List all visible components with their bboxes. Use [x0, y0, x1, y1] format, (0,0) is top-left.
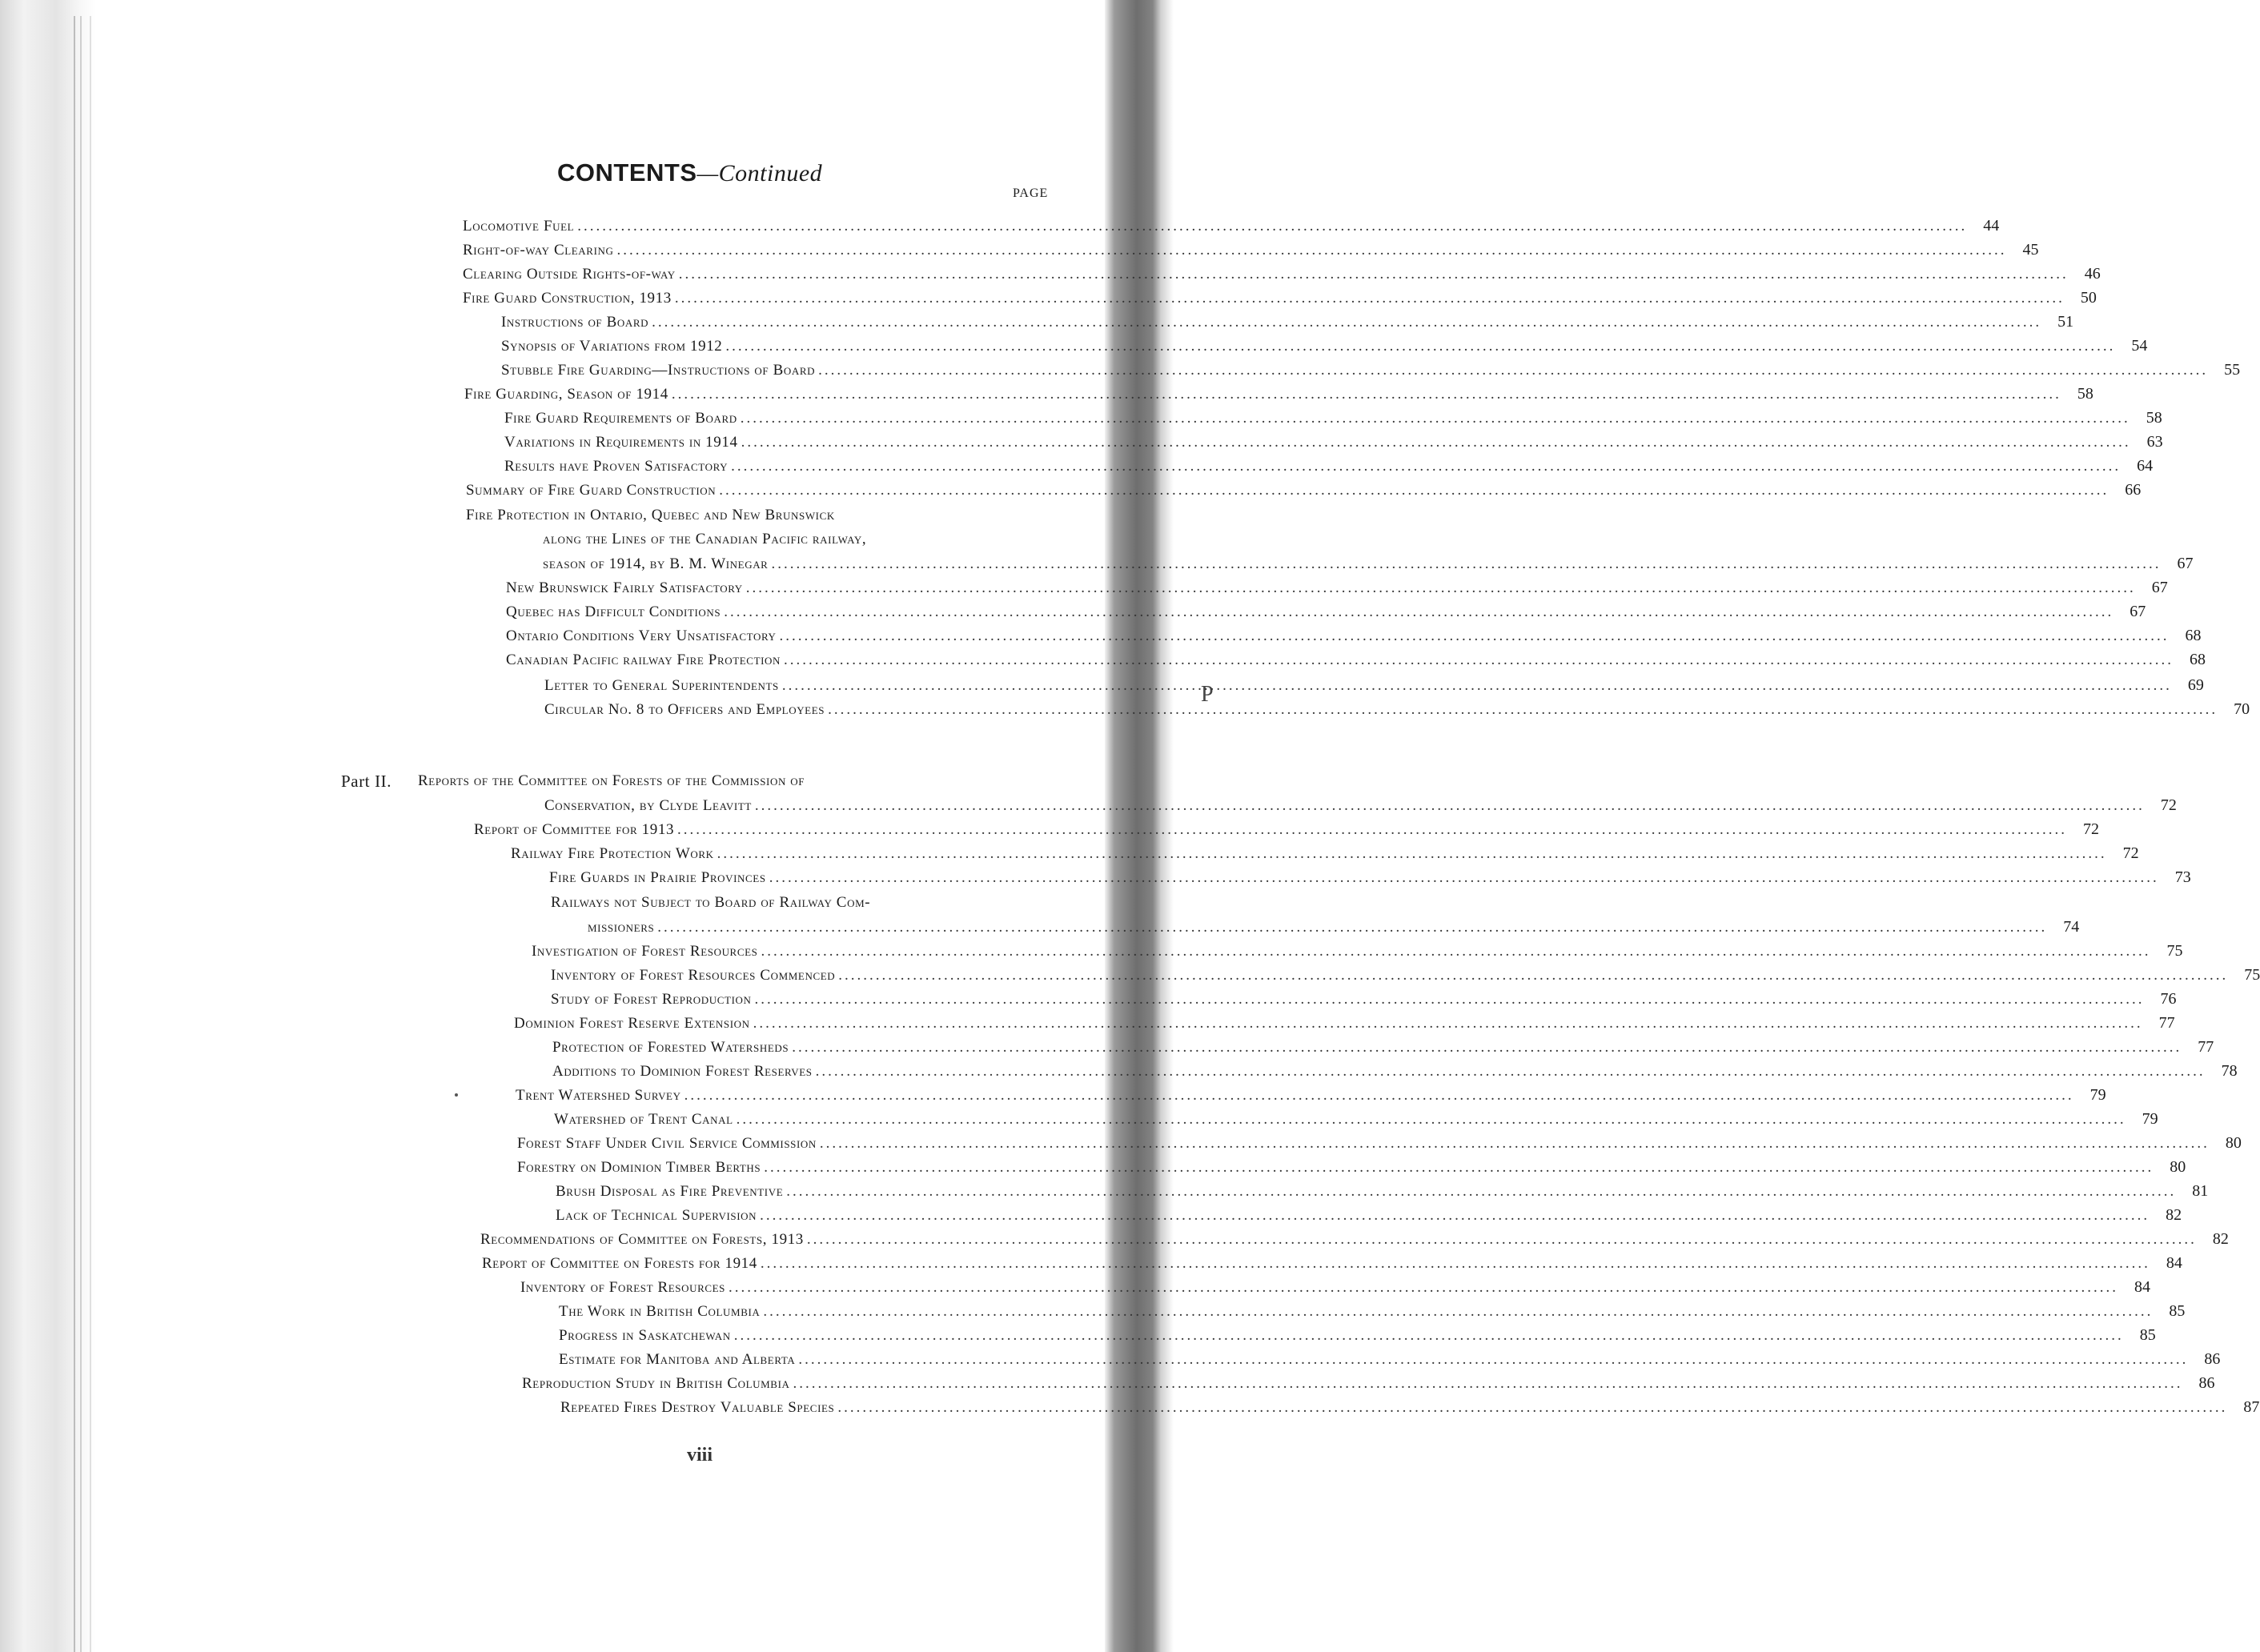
toc-leader	[724, 601, 2113, 624]
toc-entry	[514, 1012, 2175, 1035]
toc-leader	[769, 867, 2159, 889]
next-page-fragment: P	[1201, 682, 1214, 707]
toc-entry-page: 72	[2122, 844, 2139, 862]
toc-entry-page: 55	[2224, 361, 2241, 379]
toc-entry-page: 64	[2137, 457, 2154, 475]
toc-entry	[463, 239, 2039, 262]
toc-entry-page: 81	[2192, 1182, 2209, 1200]
toc-leader	[771, 553, 2161, 575]
toc-entry-title: Canadian Pacific railway Fire Protection	[506, 652, 781, 668]
toc-entry	[506, 648, 2206, 672]
toc-entry-page: 45	[2022, 241, 2039, 259]
page-number: viii	[687, 1445, 713, 1466]
toc-leader	[725, 335, 2115, 358]
toc-entry-title: Dominion Forest Reserve Extension	[514, 1015, 750, 1032]
toc-entry-page: 73	[2174, 868, 2191, 886]
toc-entry-line: Reports of the Committee on Forests of the Commission of	[418, 772, 805, 789]
toc-entry-title: Railway Fire Protection Work	[511, 845, 714, 862]
page-column-label: PAGE	[1013, 186, 1049, 200]
toc-leader	[818, 359, 2208, 382]
toc-entry-page: 80	[2225, 1134, 2242, 1152]
toc-entry	[552, 1036, 2214, 1059]
toc-entry	[506, 600, 2146, 624]
toc-entry	[556, 1204, 2182, 1227]
toc-entry-page: 68	[2185, 627, 2202, 644]
toc-leader	[780, 625, 2170, 648]
toc-entry-title: Inventory of Forest Resources Commenced	[551, 967, 836, 984]
toc-entry-page: 58	[2146, 409, 2162, 427]
toc-entry-page: 80	[2170, 1158, 2186, 1176]
heading-continued: —Continued	[696, 160, 823, 186]
toc-entry-title: Forestry on Dominion Timber Berths	[517, 1159, 761, 1176]
toc-entry	[463, 287, 2097, 310]
toc-entry-page: 78	[2221, 1062, 2238, 1080]
toc-entry	[554, 1108, 2158, 1131]
toc-entry-title: Report of Committee on Forests for 1914	[482, 1255, 757, 1272]
page-edge-line	[80, 16, 82, 1652]
toc-leader	[684, 1085, 2074, 1107]
toc-entry	[504, 455, 2154, 478]
toc-entry-line: along the Lines of the Canadian Pacific railway,	[543, 531, 867, 547]
toc-entry	[504, 431, 2163, 454]
toc-entry	[544, 674, 2204, 697]
toc-entry-page: 84	[2166, 1254, 2182, 1272]
toc-entry-page: 54	[2131, 337, 2148, 355]
toc-entry-title: Variations in Requirements in 1914	[504, 434, 738, 451]
toc-leader	[816, 1061, 2206, 1083]
toc-entry-page: 86	[2204, 1350, 2221, 1368]
toc-entry-title: Lack of Technical Supervision	[556, 1207, 757, 1224]
toc-entry-page: 70	[2234, 700, 2250, 718]
toc-entry-page: 50	[2080, 289, 2097, 307]
toc-entry-title: Recommendations of Committee on Forests, 1913	[480, 1231, 804, 1248]
toc-entry-page: 75	[2244, 966, 2260, 984]
toc-entry	[556, 1180, 2209, 1203]
toc-entry	[551, 964, 2260, 987]
toc-entry-title: Instructions of Board	[501, 314, 649, 331]
toc-entry-title: New Brunswick Fairly Satisfactory	[506, 579, 743, 596]
toc-entry	[532, 940, 2183, 963]
toc-entry-title: Quebec has Difficult Conditions	[506, 603, 721, 620]
toc-entry-title: Clearing Outside Rights-of-way	[463, 266, 676, 283]
toc-entry	[544, 794, 2177, 817]
toc-entry-title: Synopsis of Variations from 1912	[501, 338, 723, 355]
toc-leader	[734, 1325, 2124, 1347]
toc-entry-page: 67	[2151, 579, 2168, 596]
toc-entry-title: Brush Disposal as Fire Preventive	[556, 1183, 784, 1200]
toc-entry-page: 82	[2166, 1206, 2182, 1224]
toc-leader	[577, 215, 1967, 238]
toc-leader	[677, 819, 2067, 841]
toc-entry	[520, 1276, 2151, 1299]
toc-leader	[792, 1037, 2182, 1059]
toc-leader	[731, 455, 2121, 478]
toc-entry-page: 72	[2160, 796, 2177, 814]
toc-leader	[784, 649, 2174, 672]
toc-entry-page: 67	[2130, 603, 2146, 620]
toc-leader	[761, 940, 2150, 963]
toc-entry-title: Inventory of Forest Resources	[520, 1279, 726, 1296]
toc-leader	[679, 263, 2069, 286]
toc-entry-title: Conservation, by Clyde Leavitt	[544, 797, 752, 814]
toc-entry	[501, 311, 2074, 334]
toc-entry-page: 86	[2198, 1374, 2215, 1392]
toc-entry-page: 76	[2160, 990, 2177, 1008]
toc-entry	[516, 1084, 2106, 1107]
toc-entry-page: 85	[2139, 1326, 2156, 1344]
toc-entry-title: Fire Guard Requirements of Board	[504, 410, 737, 427]
toc-entry-title: Stubble Fire Guarding—Instructions of Board	[501, 362, 816, 379]
toc-leader	[754, 988, 2144, 1011]
toc-entry	[501, 359, 2241, 382]
heading-title: CONTENTS	[557, 158, 697, 186]
toc-entry-title: The Work in British Columbia	[559, 1303, 761, 1320]
stray-mark	[455, 1093, 458, 1097]
toc-entry-page: 79	[2089, 1086, 2106, 1104]
toc-entry	[464, 383, 2093, 406]
toc-entry	[506, 624, 2202, 648]
toc-entry-page: 72	[2083, 820, 2100, 838]
toc-leader	[761, 1253, 2150, 1275]
toc-entry	[522, 1372, 2215, 1395]
toc-entry	[517, 1156, 2186, 1179]
toc-entry-page: 84	[2134, 1278, 2151, 1296]
toc-entry	[482, 1252, 2182, 1275]
toc-entry	[560, 1396, 2260, 1419]
toc-leader	[737, 1109, 2126, 1131]
toc-entry	[559, 1324, 2156, 1347]
page-edge-line	[74, 16, 75, 1652]
toc-entry	[511, 842, 2139, 865]
toc-leader	[793, 1373, 2182, 1395]
toc-entry	[552, 1060, 2238, 1083]
toc-leader	[755, 795, 2145, 817]
toc-entry	[551, 988, 2177, 1011]
toc-entry-title: Watershed of Trent Canal	[554, 1111, 733, 1128]
toc-entry-page: 74	[2063, 918, 2080, 936]
toc-entry	[517, 1132, 2242, 1155]
toc-leader	[657, 916, 2047, 939]
part-label: Part II.	[341, 772, 392, 791]
toc-entry	[588, 916, 2080, 939]
toc-entry-title: Repeated Fires Destroy Valuable Species	[560, 1399, 835, 1416]
toc-leader	[753, 1012, 2143, 1035]
toc-entry-title: Investigation of Forest Resources	[532, 943, 758, 960]
toc-leader	[838, 964, 2228, 987]
toc-leader	[798, 1349, 2188, 1371]
toc-entry-page: 67	[2177, 555, 2194, 572]
toc-entry-title: Fire Guards in Prairie Provinces	[549, 869, 766, 886]
toc-entry-title: Estimate for Manitoba and Alberta	[559, 1351, 796, 1368]
toc-entry	[559, 1348, 2221, 1371]
page-edge-line	[90, 16, 91, 1652]
toc-entry-title: Fire Guard Construction, 1913	[463, 290, 672, 307]
toc-entry-page: 87	[2243, 1398, 2260, 1416]
toc-entry	[474, 818, 2100, 841]
toc-entry-page: 51	[2057, 313, 2074, 331]
toc-entry-title: Ontario Conditions Very Unsatisfactory	[506, 628, 777, 644]
toc-entry	[549, 866, 2191, 889]
toc-entry	[506, 576, 2168, 599]
page-heading	[557, 158, 822, 187]
toc-entry-page: 46	[2084, 265, 2101, 283]
toc-entry-title: Progress in Saskatchewan	[559, 1327, 731, 1344]
toc-entry-title: Locomotive Fuel	[463, 218, 575, 235]
toc-entry-page: 44	[1983, 217, 2000, 235]
toc-leader	[820, 1133, 2210, 1155]
toc-leader	[616, 239, 2006, 262]
toc-entry	[543, 552, 2194, 575]
toc-entry-title: Letter to General Superintendents	[544, 677, 779, 694]
toc-leader	[760, 1205, 2150, 1227]
toc-leader	[807, 1229, 2197, 1251]
toc-entry-page: 79	[2142, 1110, 2158, 1128]
toc-leader	[675, 287, 2065, 310]
toc-leader	[764, 1157, 2154, 1179]
toc-entry	[466, 479, 2142, 502]
toc-leader	[837, 1397, 2227, 1419]
toc-entry-page: 77	[2158, 1014, 2175, 1032]
toc-entry-page: 82	[2212, 1230, 2229, 1248]
toc-entry	[463, 263, 2101, 286]
toc-entry-title: Circular No. 8 to Officers and Employees	[544, 701, 825, 718]
toc-entry-page: 63	[2146, 433, 2163, 451]
toc-leader	[746, 577, 2136, 599]
toc-leader	[717, 843, 2107, 865]
toc-entry-title: Protection of Forested Watersheds	[552, 1039, 789, 1056]
toc-entry-page: 69	[2187, 676, 2204, 694]
toc-entry	[504, 407, 2162, 430]
toc-entry	[501, 335, 2148, 358]
toc-entry-page: 75	[2166, 942, 2183, 960]
toc-entry-title: Additions to Dominion Forest Reserves	[552, 1063, 813, 1080]
toc-leader	[652, 311, 2041, 334]
toc-leader	[741, 407, 2130, 430]
toc-entry-page: 85	[2169, 1302, 2186, 1320]
toc-entry-page: 58	[2077, 385, 2093, 403]
toc-leader	[729, 1277, 2118, 1299]
toc-entry-page: 68	[2190, 651, 2206, 668]
toc-entry-line: Fire Protection in Ontario, Quebec and New Brunswick	[466, 507, 835, 523]
toc-leader	[828, 699, 2218, 721]
toc-entry-title: Results have Proven Satisfactory	[504, 458, 729, 475]
left-page-edge	[0, 0, 96, 1652]
toc-entry	[463, 215, 2000, 238]
toc-leader	[741, 431, 2131, 454]
toc-entry-title: Forest Staff Under Civil Service Commission	[517, 1135, 817, 1152]
toc-entry-title: Study of Forest Reproduction	[551, 991, 752, 1008]
toc-entry-title: Fire Guarding, Season of 1914	[464, 386, 668, 403]
toc-entry-title: Right-of-way Clearing	[463, 242, 614, 259]
toc-leader	[719, 479, 2109, 502]
toc-entry	[480, 1228, 2229, 1251]
toc-entry-page: 77	[2198, 1038, 2214, 1056]
toc-leader	[786, 1181, 2176, 1203]
toc-entry-title: missioners	[588, 919, 655, 936]
toc-entry-page: 66	[2125, 481, 2142, 499]
toc-entry-title: Trent Watershed Survey	[516, 1087, 681, 1104]
toc-entry-title: Summary of Fire Guard Construction	[466, 482, 717, 499]
toc-leader	[672, 383, 2061, 406]
toc-leader	[782, 675, 2172, 697]
toc-entry-title: season of 1914, by B. M. Winegar	[543, 555, 769, 572]
toc-entry	[544, 698, 2250, 721]
toc-entry-line: Railways not Subject to Board of Railway Com-	[551, 894, 871, 911]
toc-entry-title: Reproduction Study in British Columbia	[522, 1375, 790, 1392]
toc-entry-title: Report of Committee for 1913	[474, 821, 675, 838]
toc-leader	[763, 1301, 2153, 1323]
toc-entry	[559, 1300, 2186, 1323]
